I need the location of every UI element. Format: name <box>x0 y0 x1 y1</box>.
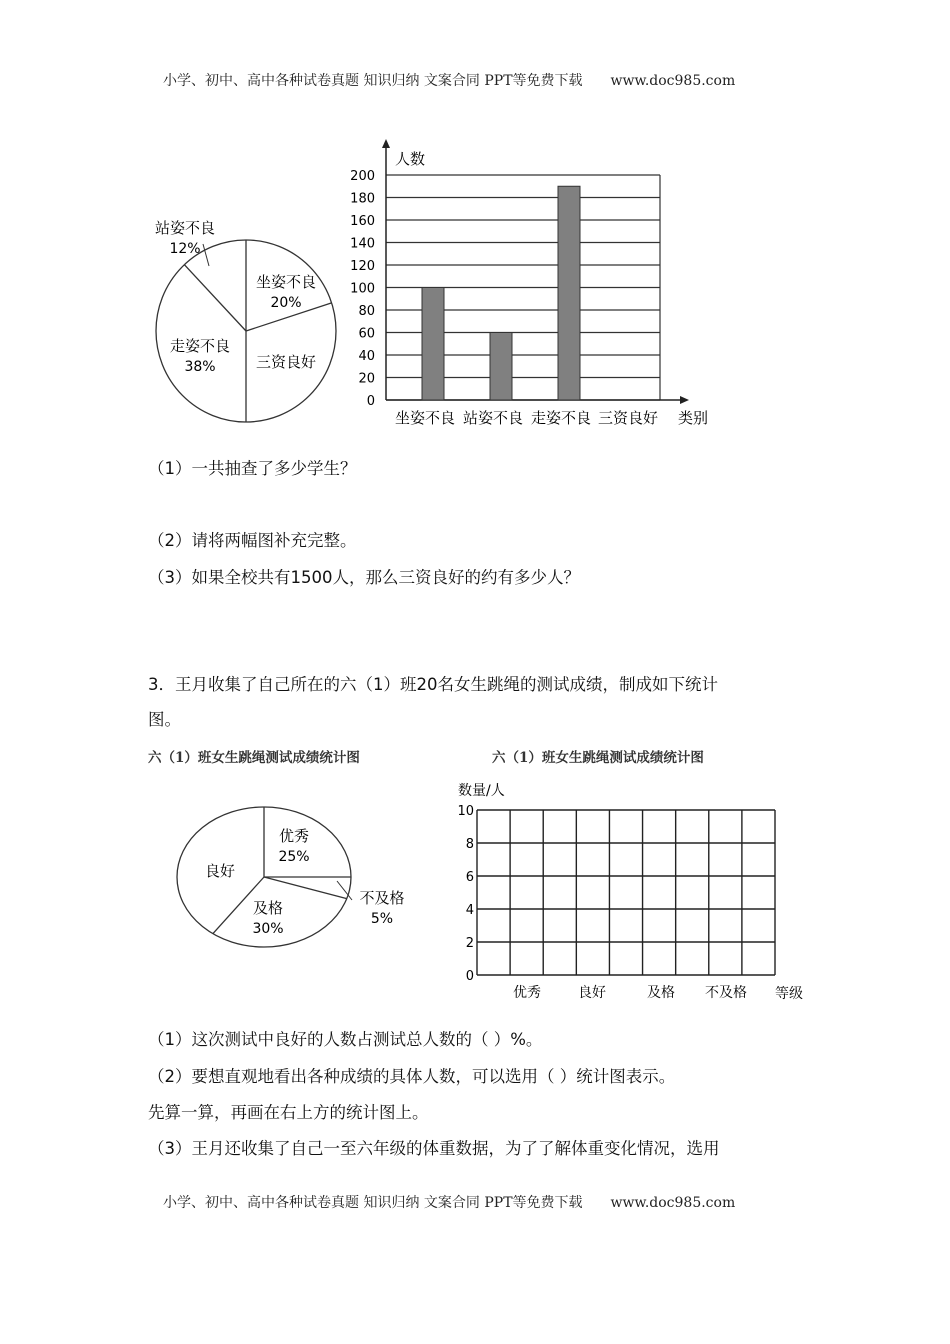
bar <box>558 186 580 400</box>
pie-slice-value: 25% <box>278 849 310 865</box>
y-tick-label: 120 <box>350 259 375 274</box>
y-tick-label: 2 <box>465 936 474 951</box>
y-tick-label: 20 <box>358 371 375 387</box>
question-3-2b: 先算一算，再画在右上方的统计图上。 <box>148 1103 429 1122</box>
pie-slice-label: 坐姿不良 <box>255 273 317 291</box>
question-2-2: （2）请将两幅图补充完整。 <box>148 531 357 550</box>
pie-slice-value: 38% <box>184 359 216 375</box>
y-tick-label: 60 <box>358 326 375 342</box>
y-tick-label: 10 <box>457 804 474 819</box>
pie-slice-value: 12% <box>169 241 201 257</box>
y-tick-label: 180 <box>350 191 375 207</box>
pie-slice-label: 三资良好 <box>255 353 317 371</box>
pie-slice-label: 及格 <box>252 899 284 917</box>
x-axis-arrow <box>680 396 689 404</box>
x-category-label: 三资良好 <box>597 409 659 427</box>
x-axis-label: 等级 <box>775 986 803 1002</box>
y-axis-label: 人数 <box>395 150 426 168</box>
x-category-label: 站姿不良 <box>462 409 524 427</box>
bar <box>490 333 512 401</box>
header-site: www.doc985.com <box>610 73 736 89</box>
y-tick-label: 160 <box>350 214 375 229</box>
bar-chart-title: 六（1）班女生跳绳测试成绩统计图 <box>492 750 704 766</box>
question-2-3: （3）如果全校共有1500人，那么三资良好的约有多少人？ <box>148 568 580 587</box>
y-axis-arrow <box>382 139 390 148</box>
x-category-label: 坐姿不良 <box>394 409 456 427</box>
y-tick-label: 140 <box>350 236 375 252</box>
page-footer <box>163 1192 735 1212</box>
x-category-label: 及格 <box>647 985 675 1001</box>
bar <box>422 288 444 401</box>
x-category-label: 不及格 <box>705 985 747 1001</box>
question-3-intro: 3．王月收集了自己所在的六（1）班20名女生跳绳的测试成绩，制成如下统计 <box>148 675 718 694</box>
pie-slice-value: 30% <box>252 921 284 937</box>
pie-slice-label: 走姿不良 <box>169 337 231 355</box>
pie-chart-title: 六（1）班女生跳绳测试成绩统计图 <box>148 750 360 766</box>
header-text: 小学、初中、高中各种试卷真题 知识归纳 文案合同 PPT等免费下载 <box>163 73 583 89</box>
y-tick-label: 80 <box>358 304 375 319</box>
pie-slice-label: 站姿不良 <box>154 219 216 237</box>
y-tick-label: 40 <box>358 349 375 364</box>
footer-text: 小学、初中、高中各种试卷真题 知识归纳 文案合同 PPT等免费下载 <box>163 1195 583 1211</box>
question-3-intro-2: 图。 <box>148 710 181 729</box>
pie-slice-label: 优秀 <box>278 827 310 845</box>
footer-site: www.doc985.com <box>610 1195 736 1211</box>
question-2-1: （1）一共抽查了多少学生？ <box>148 459 357 478</box>
y-tick-label: 8 <box>465 837 474 852</box>
pie-slice-value: 5% <box>370 911 394 927</box>
y-tick-label: 0 <box>465 969 474 984</box>
y-tick-label: 4 <box>465 903 474 918</box>
x-category-label: 走姿不良 <box>530 409 592 427</box>
question-3-3: （3）王月还收集了自己一至六年级的体重数据，为了了解体重变化情况，选用 <box>148 1139 720 1158</box>
y-tick-label: 0 <box>366 394 375 409</box>
x-axis-label: 类别 <box>677 409 709 427</box>
pie-slice-label: 不及格 <box>359 889 405 907</box>
x-category-label: 优秀 <box>513 985 541 1001</box>
question-3-2: （2）要想直观地看出各种成绩的具体人数，可以选用（ ）统计图表示。 <box>148 1067 676 1086</box>
y-tick-label: 6 <box>465 870 474 885</box>
pie-slice-value: 20% <box>270 295 302 311</box>
question-3-1: （1）这次测试中良好的人数占测试总人数的（ ）%。 <box>148 1030 543 1049</box>
pie-slice-label: 良好 <box>204 862 236 880</box>
y-axis-label: 数量/人 <box>458 783 505 799</box>
y-tick-label: 200 <box>350 169 375 184</box>
y-tick-label: 100 <box>350 281 375 297</box>
x-category-label: 良好 <box>578 985 606 1001</box>
